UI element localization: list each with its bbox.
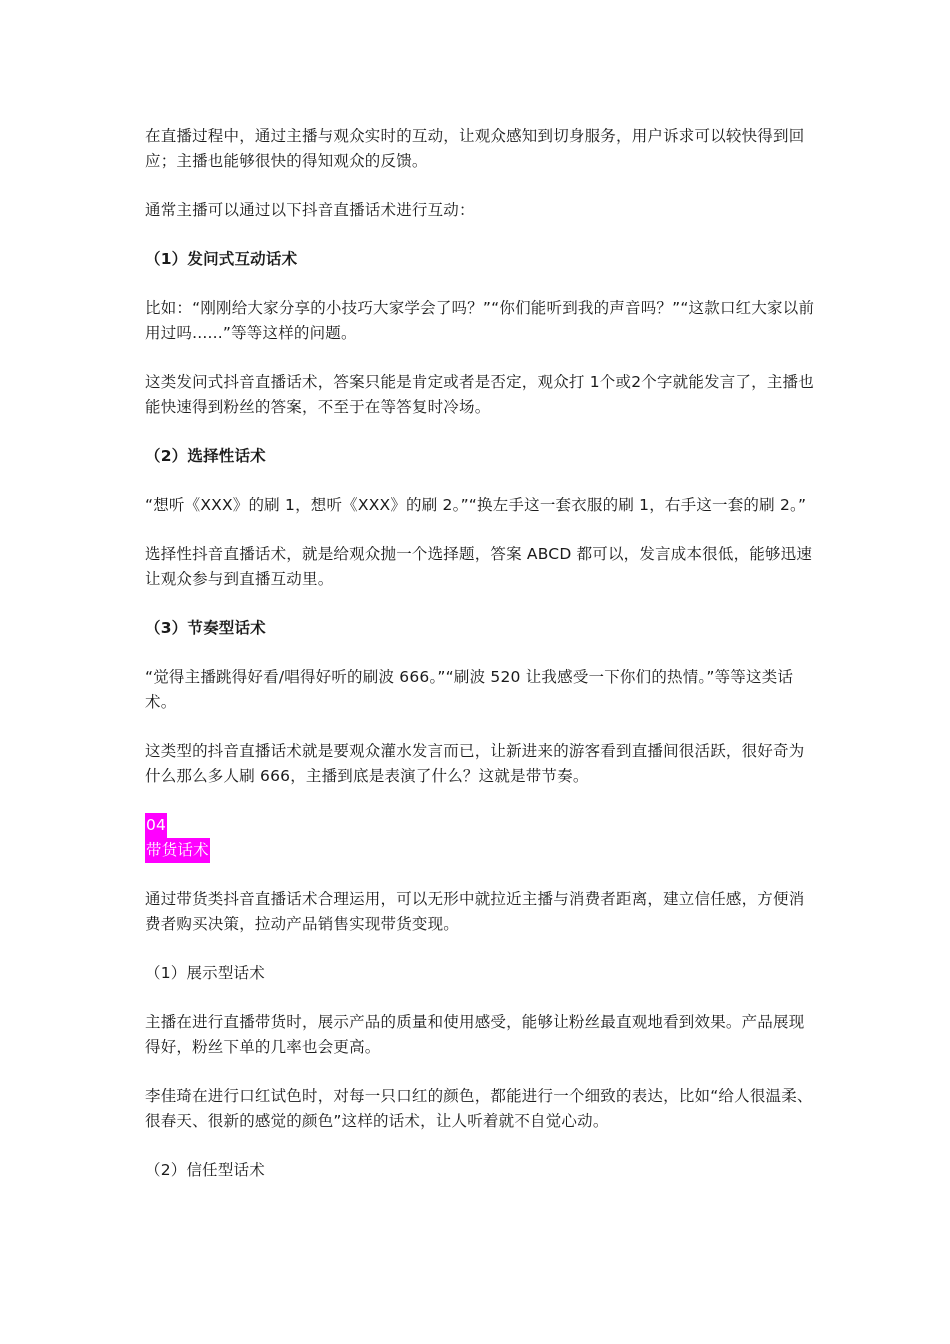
intro-paragraph: 在直播过程中，通过主播与观众实时的互动，让观众感知到切身服务，用户诉求可以较快得到回应；主播也能够很快的得知观众的反馈。 — [145, 127, 805, 170]
rhythm-explain-paragraph: 这类型的抖音直播话术就是要观众灌水发言而已，让新进来的游客看到直播间很活跃，很好奇为什么那么多人刷 666，主播到底是表演了什么？这就是带节奏。 — [145, 742, 805, 785]
document-page — [145, 124, 817, 1207]
rhythm-example-paragraph: “觉得主播跳得好看/唱得好听的刷波 666。”“刷波 520 让我感受一下你们的热情。”等等这类话术。 — [145, 668, 794, 711]
display-explain-paragraph: 主播在进行直播带货时，展示产品的质量和使用感受，能够让粉丝最直观地看到效果。产品展现得好，粉丝下单的几率也会更高。 — [145, 1013, 805, 1056]
choice-example-paragraph: “想听《XXX》的刷 1，想听《XXX》的刷 2。”“换左手这一套衣服的刷 1，右手这一套的刷 2。” — [145, 496, 807, 514]
heading-display-style: （1）展示型话术 — [145, 964, 265, 982]
sales-intro-paragraph: 通过带货类抖音直播话术合理运用，可以无形中就拉近主播与消费者距离，建立信任感，方便消费者购买决策，拉动产品销售实现带货变现。 — [145, 890, 805, 933]
question-example-paragraph: 比如：“刚刚给大家分享的小技巧大家学会了吗？”“你们能听到我的声音吗？”“这款口红大家以前用过吗......”等等这样的问题。 — [145, 299, 815, 342]
section-header — [145, 813, 817, 863]
heading-rhythm-style: （3）节奏型话术 — [145, 619, 266, 637]
section-number: 04 — [145, 813, 167, 838]
choice-explain-paragraph: 选择性抖音直播话术，就是给观众抛一个选择题，答案 ABCD 都可以，发言成本很低，能够迅速让观众参与到直播互动里。 — [145, 545, 813, 588]
section-title: 带货话术 — [145, 838, 210, 863]
question-explain-paragraph: 这类发问式抖音直播话术，答案只能是肯定或者是否定，观众打 1个或2个字就能发言了，主播也能快速得到粉丝的答案，不至于在等答复时冷场。 — [145, 373, 814, 416]
display-example-paragraph: 李佳琦在进行口红试色时，对每一只口红的颜色，都能进行一个细致的表达，比如“给人很温柔、很春天、很新的感觉的颜色”这样的话术，让人听着就不自觉心动。 — [145, 1087, 813, 1130]
heading-trust-style: （2）信任型话术 — [145, 1161, 265, 1179]
lead-paragraph: 通常主播可以通过以下抖音直播话术进行互动： — [145, 201, 475, 219]
heading-choice-style: （2）选择性话术 — [145, 447, 266, 465]
heading-question-style: （1）发问式互动话术 — [145, 250, 298, 268]
